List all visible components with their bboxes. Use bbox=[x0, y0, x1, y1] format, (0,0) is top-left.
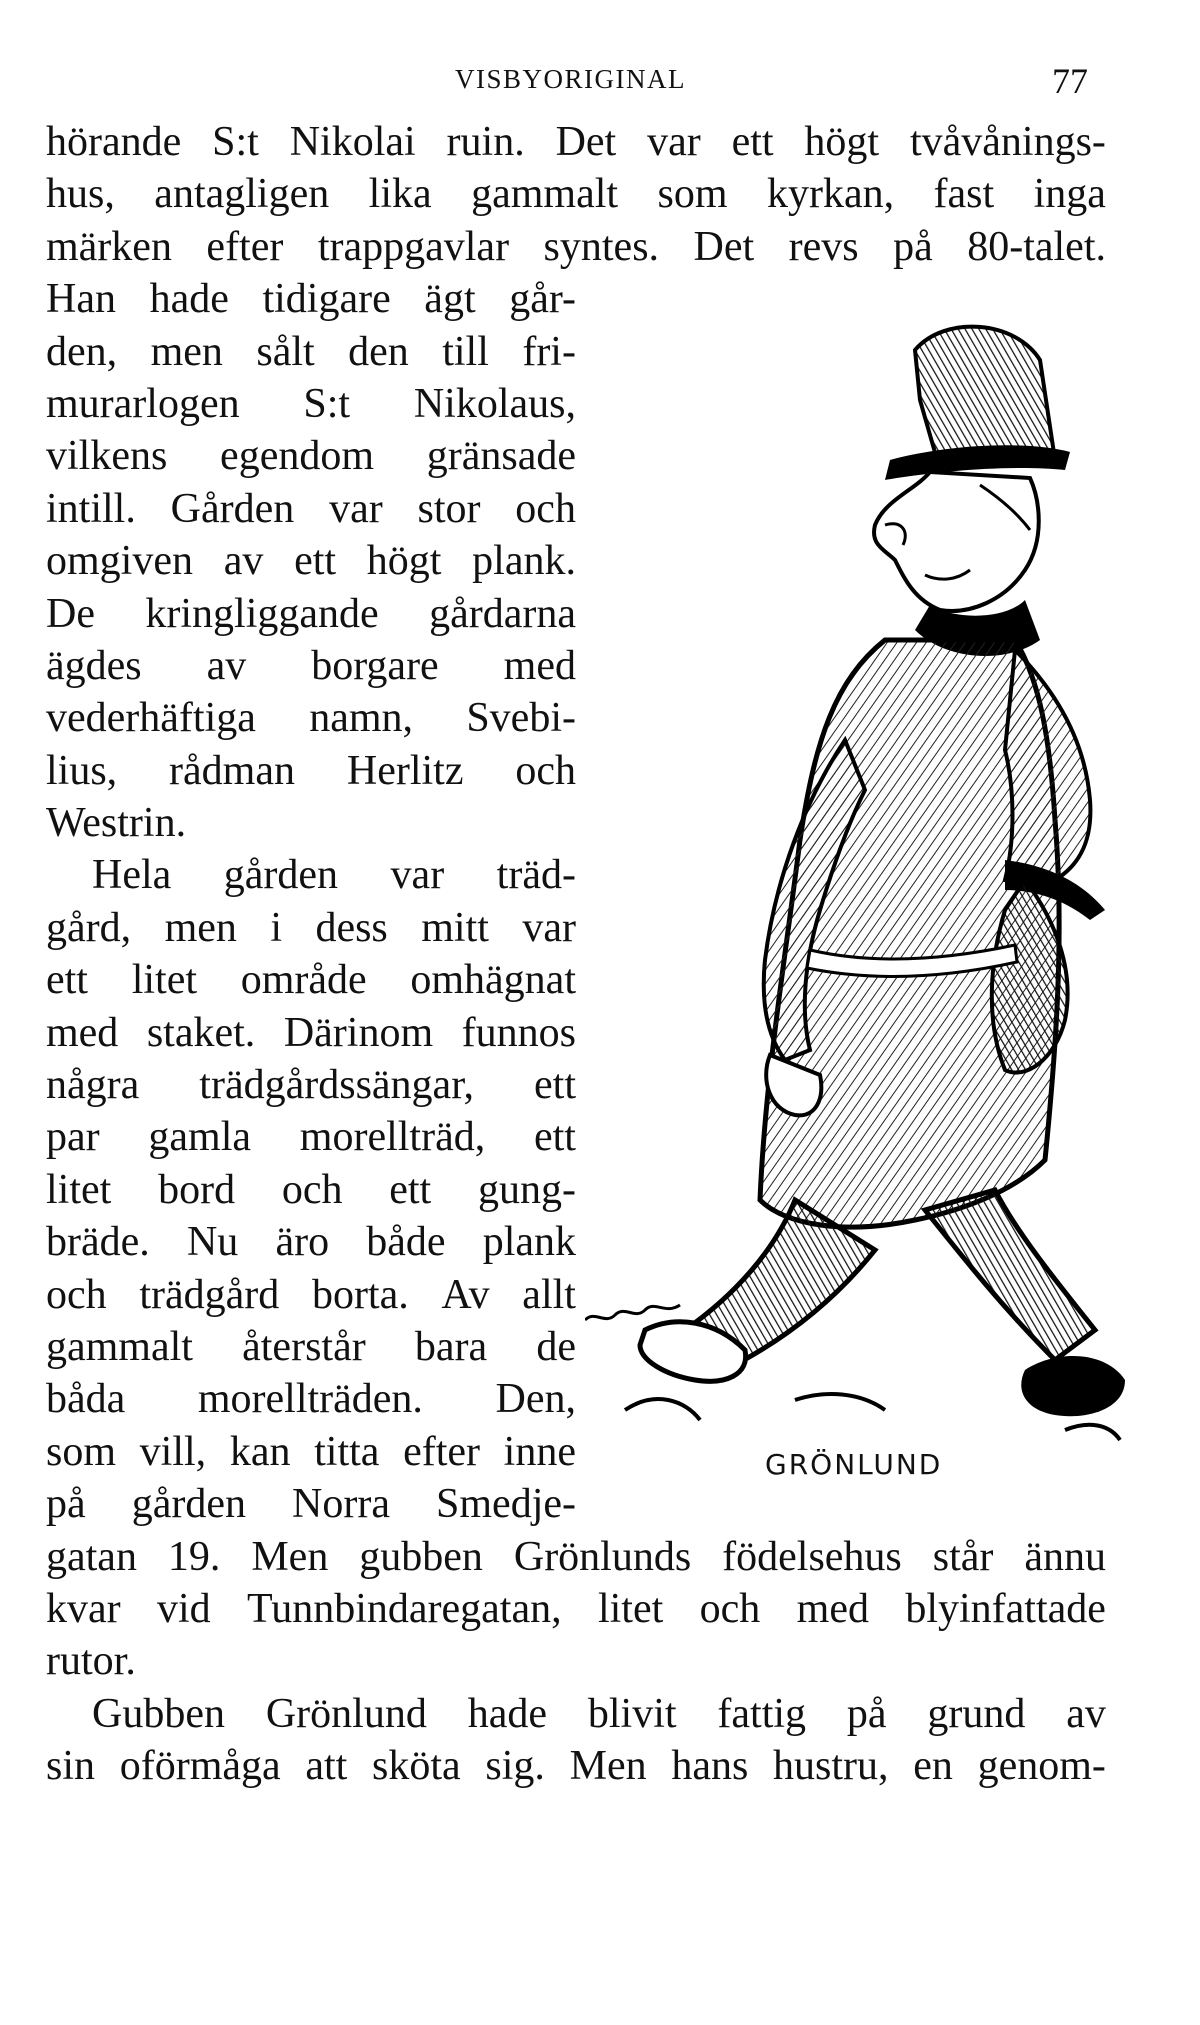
word: morellträd, bbox=[299, 1114, 486, 1161]
page-number: 77 bbox=[1052, 61, 1088, 101]
word: att bbox=[305, 1743, 348, 1790]
word: gränsade bbox=[426, 433, 576, 480]
word: sin bbox=[46, 1743, 96, 1790]
text-line bbox=[46, 1688, 1106, 1740]
word: inga bbox=[1033, 171, 1106, 218]
word: lius, bbox=[46, 747, 118, 794]
word: kan bbox=[229, 1428, 291, 1475]
word: S:t bbox=[303, 380, 351, 427]
word: egendom bbox=[220, 433, 374, 480]
word: Han bbox=[46, 276, 116, 323]
word: grund bbox=[927, 1690, 1026, 1737]
word: gården bbox=[223, 852, 339, 899]
text-line: Westrin. bbox=[46, 800, 187, 847]
word: och bbox=[46, 1271, 107, 1318]
word: titta bbox=[314, 1428, 380, 1475]
word: bräde. bbox=[46, 1219, 150, 1266]
word: allt bbox=[522, 1271, 576, 1318]
word: Nu bbox=[186, 1219, 239, 1266]
word: sig. bbox=[485, 1743, 545, 1790]
word: ägt bbox=[424, 276, 476, 323]
text-line bbox=[46, 1426, 576, 1478]
word: genom- bbox=[977, 1743, 1106, 1790]
word: var bbox=[522, 904, 576, 951]
word: går- bbox=[509, 276, 576, 323]
word: blivit bbox=[587, 1690, 677, 1737]
text-line bbox=[46, 483, 576, 535]
text-line bbox=[46, 1007, 576, 1059]
text-line bbox=[46, 535, 576, 587]
word: gamla bbox=[148, 1114, 252, 1161]
word: gung- bbox=[477, 1166, 576, 1213]
text-line bbox=[46, 1111, 576, 1163]
text-line bbox=[46, 849, 576, 901]
word: kyrkan, bbox=[766, 171, 895, 218]
word: högt bbox=[366, 538, 442, 585]
word: ett bbox=[389, 1166, 432, 1213]
word: bara bbox=[414, 1323, 488, 1370]
word: sålt bbox=[256, 328, 315, 375]
word: ett bbox=[534, 1114, 576, 1161]
word: gatan bbox=[46, 1533, 137, 1580]
word: som bbox=[46, 1428, 117, 1475]
text-line bbox=[46, 1373, 576, 1425]
word: mitt bbox=[421, 904, 489, 951]
word: gubben bbox=[359, 1533, 483, 1580]
word: på bbox=[46, 1481, 86, 1528]
word: omhägnat bbox=[410, 957, 576, 1004]
word: gårdarna bbox=[429, 590, 576, 637]
word: antagligen bbox=[154, 171, 330, 218]
caricature-drawing-icon bbox=[585, 320, 1125, 1510]
text-line bbox=[46, 1216, 576, 1268]
word: med bbox=[503, 642, 576, 689]
text-line bbox=[46, 1164, 576, 1216]
word: äro bbox=[275, 1219, 330, 1266]
word: Av bbox=[441, 1271, 490, 1318]
text-line bbox=[46, 1478, 576, 1530]
word: trädgård bbox=[139, 1271, 280, 1318]
word: ett bbox=[534, 1062, 576, 1109]
running-head: VISBYORIGINAL bbox=[455, 64, 686, 94]
word: Det bbox=[555, 119, 617, 165]
text-line bbox=[46, 116, 1106, 168]
word: revs bbox=[788, 223, 859, 270]
word: var bbox=[390, 852, 445, 899]
word: Nikolai bbox=[289, 119, 416, 165]
word: av bbox=[223, 538, 264, 585]
word: litet bbox=[597, 1585, 664, 1632]
text-line bbox=[46, 221, 1106, 273]
word: och bbox=[281, 1166, 343, 1213]
text-line bbox=[46, 640, 576, 692]
word: omgiven bbox=[46, 538, 193, 585]
word: båda bbox=[46, 1376, 126, 1423]
word: plank bbox=[482, 1219, 576, 1266]
word: i bbox=[270, 904, 282, 951]
word: hade bbox=[467, 1690, 547, 1737]
word: syntes. bbox=[543, 223, 660, 270]
word: var bbox=[329, 485, 383, 532]
word: tvåvånings- bbox=[909, 119, 1106, 165]
word: Grönlunds bbox=[513, 1533, 692, 1580]
illustration-caption: GRÖNLUND bbox=[765, 1448, 943, 1481]
word: rådman bbox=[169, 747, 295, 794]
word: Nikolaus, bbox=[413, 380, 576, 427]
word: träd- bbox=[496, 852, 576, 899]
word: 80-talet. bbox=[967, 223, 1106, 270]
word: tidigare bbox=[262, 276, 391, 323]
text-line: rutor. bbox=[46, 1638, 136, 1685]
word: litet bbox=[46, 1166, 112, 1213]
text-line bbox=[46, 168, 1106, 220]
word: var bbox=[647, 119, 701, 165]
text-line bbox=[46, 954, 576, 1006]
word: trädgårdssängar, bbox=[199, 1062, 474, 1109]
text-line bbox=[46, 745, 576, 797]
word: av bbox=[206, 642, 247, 689]
word: står bbox=[932, 1533, 994, 1580]
word: vill, bbox=[139, 1428, 207, 1475]
word: hörande bbox=[46, 119, 182, 165]
word: gården bbox=[131, 1481, 246, 1528]
word: Gubben bbox=[92, 1690, 225, 1737]
word: en bbox=[913, 1743, 953, 1790]
word: vid bbox=[157, 1585, 211, 1632]
word: blyinfattade bbox=[905, 1585, 1106, 1632]
word: Grönlund bbox=[265, 1690, 427, 1737]
word: men bbox=[164, 904, 237, 951]
word: de bbox=[536, 1323, 576, 1370]
word: gård, bbox=[46, 904, 132, 951]
word: stor bbox=[417, 485, 481, 532]
word: vederhäftiga bbox=[46, 695, 256, 742]
word: efter bbox=[206, 223, 284, 270]
word: Herlitz bbox=[346, 747, 464, 794]
word: borgare bbox=[311, 642, 439, 689]
text-line bbox=[46, 1583, 1106, 1635]
word: ett bbox=[294, 538, 337, 585]
word: några bbox=[46, 1062, 140, 1109]
text-line bbox=[46, 588, 576, 640]
word: märken bbox=[46, 223, 172, 270]
word: borta. bbox=[311, 1271, 409, 1318]
word: murarlogen bbox=[46, 380, 240, 427]
word: vilkens bbox=[46, 433, 168, 480]
word: den bbox=[348, 328, 409, 375]
word: funnos bbox=[461, 1009, 576, 1056]
text-line bbox=[46, 1269, 576, 1321]
word: med bbox=[46, 1009, 119, 1056]
word: gammalt bbox=[46, 1323, 193, 1370]
word: Men bbox=[251, 1533, 329, 1580]
text-line bbox=[46, 902, 576, 954]
word: på bbox=[846, 1690, 887, 1737]
word: kringliggande bbox=[145, 590, 379, 637]
word: plank. bbox=[472, 538, 576, 585]
word: hade bbox=[149, 276, 229, 323]
word: trappgavlar bbox=[317, 223, 510, 270]
text-line bbox=[46, 378, 576, 430]
word: kvar bbox=[46, 1585, 121, 1632]
word: både bbox=[366, 1219, 446, 1266]
word: fast bbox=[933, 171, 995, 218]
text-line bbox=[46, 1321, 576, 1373]
word: efter bbox=[403, 1428, 481, 1475]
word: Gården bbox=[170, 485, 295, 532]
word: lika bbox=[368, 171, 432, 218]
word: och bbox=[699, 1585, 761, 1632]
word: hus, bbox=[46, 171, 115, 218]
word: återstår bbox=[242, 1323, 366, 1370]
word: Hela bbox=[92, 852, 172, 899]
word: Smedje- bbox=[436, 1481, 576, 1528]
word: sköta bbox=[372, 1743, 461, 1790]
text-line bbox=[46, 1531, 1106, 1583]
word: Norra bbox=[292, 1481, 390, 1528]
word: namn, bbox=[309, 695, 414, 742]
word: men bbox=[150, 328, 223, 375]
word: hans bbox=[671, 1743, 749, 1790]
text-line bbox=[46, 1740, 1106, 1792]
word: som bbox=[657, 171, 728, 218]
word: fattig bbox=[717, 1690, 807, 1737]
word: Därinom bbox=[283, 1009, 434, 1056]
word: ruin. bbox=[446, 119, 525, 165]
word: och bbox=[515, 485, 576, 532]
word: oförmåga bbox=[119, 1743, 281, 1790]
word: 19. bbox=[167, 1533, 221, 1580]
word: ett bbox=[46, 957, 88, 1004]
word: område bbox=[240, 957, 367, 1004]
word: högt bbox=[804, 119, 880, 165]
word: dess bbox=[315, 904, 388, 951]
word: ännu bbox=[1024, 1533, 1106, 1580]
word: Den, bbox=[495, 1376, 576, 1423]
text-line bbox=[46, 273, 576, 325]
text-line bbox=[46, 430, 576, 482]
word: på bbox=[893, 223, 933, 270]
word: födelsehus bbox=[722, 1533, 902, 1580]
word: intill. bbox=[46, 485, 136, 532]
word: Det bbox=[693, 223, 755, 270]
word: ett bbox=[731, 119, 774, 165]
word: Tunnbindaregatan, bbox=[247, 1585, 562, 1632]
word: Men bbox=[569, 1743, 647, 1790]
word: ägdes bbox=[46, 642, 142, 689]
word: litet bbox=[131, 957, 198, 1004]
word: fri- bbox=[522, 328, 576, 375]
word: hustru, bbox=[773, 1743, 889, 1790]
word: inne bbox=[503, 1428, 576, 1475]
word: par bbox=[46, 1114, 100, 1161]
word: och bbox=[515, 747, 576, 794]
word: den, bbox=[46, 328, 118, 375]
word: gammalt bbox=[471, 171, 619, 218]
word: staket. bbox=[146, 1009, 256, 1056]
word: av bbox=[1066, 1690, 1106, 1737]
word: bord bbox=[158, 1166, 236, 1213]
word: till bbox=[442, 328, 489, 375]
text-line bbox=[46, 1059, 576, 1111]
word: morellträden. bbox=[197, 1376, 423, 1423]
text-line bbox=[46, 326, 576, 378]
text-line bbox=[46, 692, 576, 744]
word: Svebi- bbox=[466, 695, 576, 742]
word: S:t bbox=[212, 119, 259, 165]
word: De bbox=[46, 590, 95, 637]
word: med bbox=[796, 1585, 869, 1632]
